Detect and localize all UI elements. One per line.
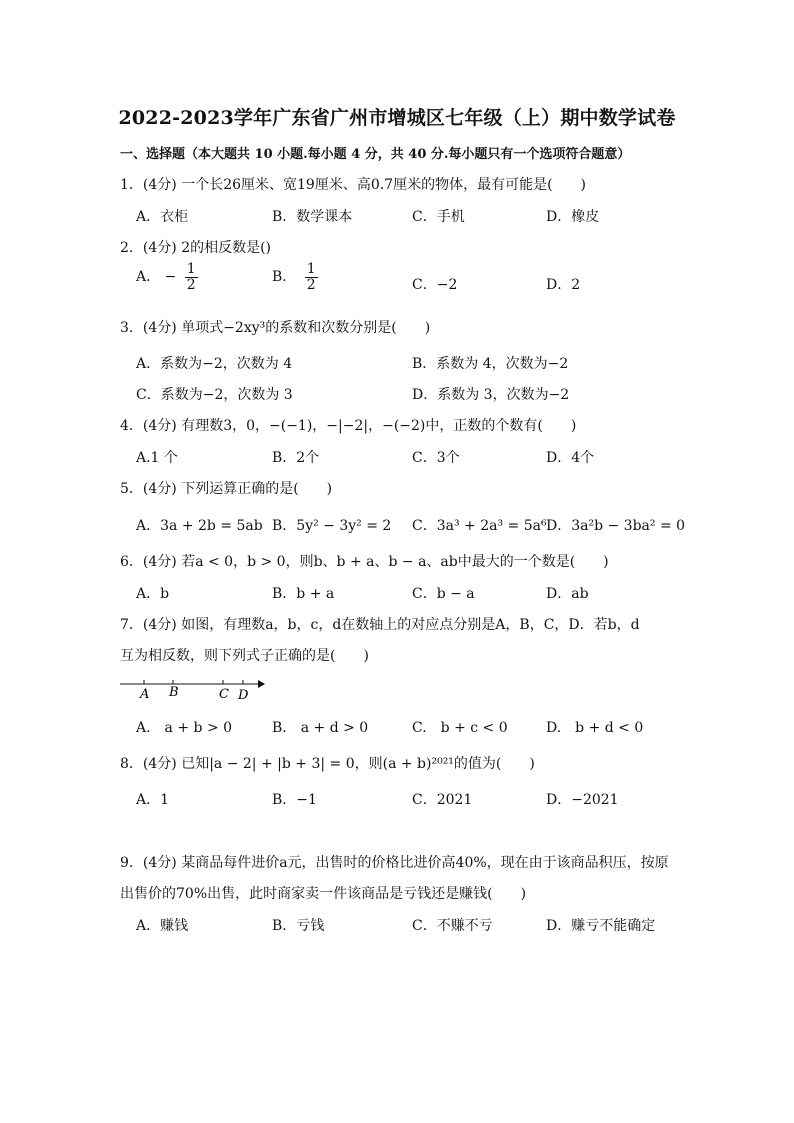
q3-option-b[interactable]: B．系数为 4，次数为−2 <box>412 356 569 372</box>
q4-option-d[interactable]: D．4个 <box>546 450 595 466</box>
q8-option-a[interactable]: A．1 <box>136 792 170 808</box>
question-9-line-2: 出售价的70%出售，此时商家卖一件该商品是亏钱还是赚钱( ) <box>120 886 527 902</box>
q5-option-c[interactable]: C．3a³ + 2a³ = 5a⁶ <box>412 518 547 534</box>
q2-b-numerator: 1 <box>306 261 316 277</box>
question-1: 1．(4分) 一个长26厘米、宽19厘米、高0.7厘米的物体，最有可能是( ) <box>120 177 587 193</box>
q2-option-b[interactable] <box>272 262 318 292</box>
question-7-line-1: 7．(4分) 如图，有理数a，b，c，d在数轴上的对应点分别是A，B，C，D．若b，d <box>120 617 640 633</box>
question-9-line-1: 9．(4分) 某商品每件进价a元，出售时的价格比进价高40%，现在由于该商品积压，按原 <box>120 855 669 871</box>
q2-option-a[interactable] <box>136 262 198 292</box>
q2-a-denominator: 2 <box>186 276 196 293</box>
point-label-c: C <box>219 687 229 702</box>
q9-option-a[interactable]: A．赚钱 <box>136 918 189 934</box>
q4-option-a[interactable]: A.1 个 <box>136 450 178 466</box>
point-label-a: A <box>140 687 150 702</box>
q2-b-denominator: 2 <box>306 276 316 293</box>
q6-option-c[interactable]: C．b − a <box>412 586 475 602</box>
q1-option-b[interactable]: B．数学课本 <box>272 209 353 225</box>
q3-option-d[interactable]: D．系数为 3，次数为−2 <box>412 387 570 403</box>
q2-option-b-label: B． <box>272 269 297 286</box>
q8-option-d[interactable]: D．−2021 <box>546 792 619 808</box>
q7-option-b[interactable]: B. a + d > 0 <box>272 720 369 736</box>
question-6: 6．(4分) 若a < 0，b > 0，则b、b + a、b − a、ab中最大的一个数是( ) <box>120 554 609 570</box>
question-4: 4．(4分) 有理数3，0，−(−1)，−|−2|，−(−2)中，正数的个数有( ) <box>120 418 577 434</box>
q2-option-b-fraction <box>305 262 318 292</box>
q3-option-a[interactable]: A．系数为−2，次数为 4 <box>136 356 293 372</box>
q4-option-c[interactable]: C．3个 <box>412 450 460 466</box>
point-label-d: D <box>238 688 249 702</box>
question-3: 3．(4分) 单项式−2xy³的系数和次数分别是( ) <box>120 320 431 336</box>
question-5: 5．(4分) 下列运算正确的是( ) <box>120 481 333 497</box>
q9-option-c[interactable]: C．不赚不亏 <box>412 918 493 934</box>
q2-option-c[interactable]: C．−2 <box>412 277 458 293</box>
point-label-b: B <box>169 685 179 700</box>
q2-option-a-fraction <box>185 262 198 292</box>
q4-option-b[interactable]: B．2个 <box>272 450 320 466</box>
q7-option-a[interactable]: A. a + b > 0 <box>136 720 233 736</box>
question-8: 8．(4分) 已知|a − 2| + |b + 3| = 0，则(a + b)²⁰²¹的值为( ) <box>120 756 535 772</box>
q8-option-c[interactable]: C．2021 <box>412 792 473 808</box>
q6-option-b[interactable]: B．b + a <box>272 586 335 602</box>
q8-option-b[interactable]: B．−1 <box>272 792 317 808</box>
q5-option-b[interactable]: B．5y² − 3y² = 2 <box>272 518 392 534</box>
q6-option-a[interactable]: A．b <box>136 586 170 602</box>
q7-option-c[interactable]: C. b + c < 0 <box>412 720 508 736</box>
q1-option-d[interactable]: D．橡皮 <box>546 209 600 225</box>
number-line-figure <box>118 676 268 702</box>
q7-option-d[interactable]: D. b + d < 0 <box>546 720 644 736</box>
q9-option-d[interactable]: D．赚亏不能确定 <box>546 918 656 934</box>
q9-option-b[interactable]: B．亏钱 <box>272 918 325 934</box>
q1-option-c[interactable]: C．手机 <box>412 209 465 225</box>
number-line-arrow <box>258 680 265 688</box>
q1-option-a[interactable]: A．衣柜 <box>136 209 189 225</box>
question-7-line-2: 互为相反数，则下列式子正确的是( ) <box>120 648 369 664</box>
section-heading: 一、选择题（本大题共 10 小题.每小题 4 分，共 40 分.每小题只有一个选项符合题意） <box>120 147 631 162</box>
question-2: 2．(4分) 2的相反数是() <box>120 240 272 256</box>
q2-a-numerator: 1 <box>186 261 196 277</box>
q5-option-d[interactable]: D．3a²b − 3ba² = 0 <box>546 518 686 534</box>
q2-option-a-sign: − <box>164 269 177 286</box>
q2-option-d[interactable]: D．2 <box>546 277 581 293</box>
q5-option-a[interactable]: A．3a + 2b = 5ab <box>136 518 263 534</box>
q6-option-d[interactable]: D．ab <box>546 586 589 602</box>
q2-option-a-label: A． <box>136 269 161 286</box>
page-title: 2022-2023学年广东省广州市增城区七年级（上）期中数学试卷 <box>118 107 676 129</box>
q3-option-c[interactable]: C．系数为−2，次数为 3 <box>136 387 293 403</box>
